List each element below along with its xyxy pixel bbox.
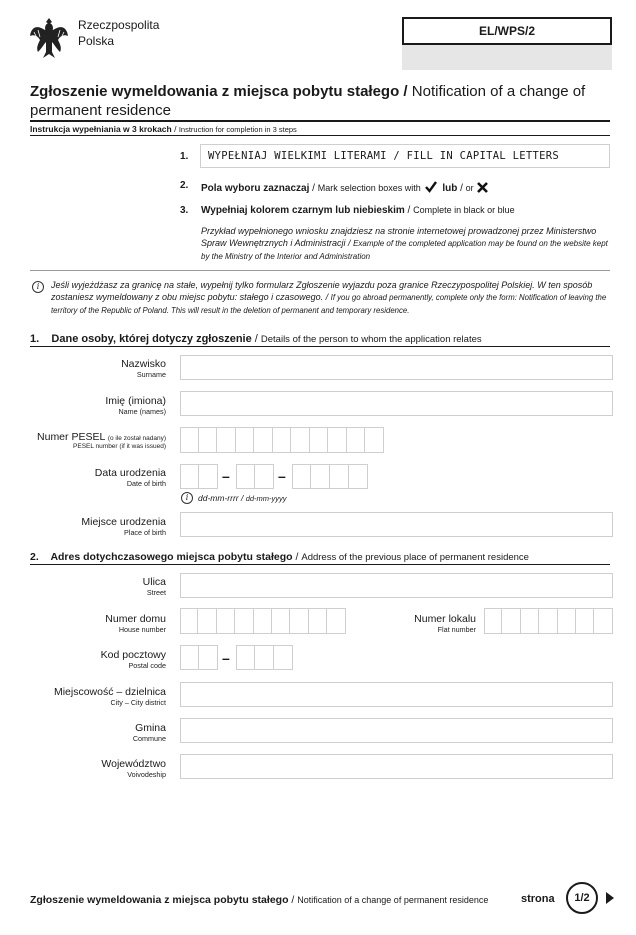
section1-header: 1. Dane osoby, której dotyczy zgłoszenie / Details of the person to whom the application relates	[30, 333, 482, 345]
page-title-en: Notification of a change of permanent residence	[30, 83, 586, 119]
form-code-box	[402, 17, 612, 45]
pob-field[interactable]	[180, 512, 613, 537]
postal-code-prefix-field[interactable]	[180, 645, 218, 670]
office-stamp-area	[402, 45, 612, 70]
postal-code-suffix-field[interactable]	[236, 645, 293, 670]
voivodeship-label: Województwo Voivodeship	[101, 758, 166, 779]
commune-field[interactable]	[180, 718, 613, 743]
dob-dash-2: –	[278, 468, 286, 484]
info-icon: i	[32, 281, 44, 293]
check-mark-icon	[424, 180, 440, 197]
house-label: Numer domu House number	[105, 613, 166, 634]
instructions-heading: Instrukcja wypełniania w 3 krokach / Instruction for completion in 3 steps	[30, 124, 297, 134]
postal-label: Kod pocztowy Postal code	[100, 649, 166, 670]
pesel-label: Numer PESEL (o ile został nadany) PESEL number (if it was issued)	[37, 431, 166, 450]
step2-text: Pola wyboru zaznaczaj / Mark selection boxes with lub / or	[201, 180, 490, 197]
form-code: EL/WPS/2	[478, 24, 535, 38]
dob-month-field[interactable]	[236, 464, 274, 489]
surname-field[interactable]	[180, 355, 613, 380]
section2-header: 2. Adres dotychczasowego miejsca pobytu stałego / Address of the previous place of permanent residence	[30, 551, 529, 563]
page-title: Zgłoszenie wymeldowania z miejsca pobytu stałego / Notification of a change of permanent residence	[30, 83, 586, 119]
country-line1: Rzeczpospolita	[78, 18, 160, 32]
step2-number: 2.	[180, 180, 189, 191]
names-label: Imię (imiona) Name (names)	[105, 395, 166, 416]
dob-label: Data urodzenia Date of birth	[94, 467, 166, 488]
surname-label: Nazwisko Surname	[121, 358, 166, 379]
step3-text: Wypełniaj kolorem czarnym lub niebieskim / Complete in black or blue	[201, 205, 515, 216]
commune-label: Gmina Commune	[132, 722, 166, 743]
page-word: strona	[521, 893, 555, 905]
postal-dash: –	[222, 650, 230, 666]
street-field[interactable]	[180, 573, 613, 598]
step1-text: WYPEŁNIAJ WIELKIMI LITERAMI / FILL IN CAPITAL LETTERS	[208, 150, 559, 162]
flat-label: Numer lokalu Flat number	[414, 613, 476, 634]
cross-mark-icon	[476, 181, 490, 197]
voivodeship-field[interactable]	[180, 754, 613, 779]
dob-year-field[interactable]	[292, 464, 368, 489]
page-indicator	[566, 882, 598, 914]
next-page-arrow-icon[interactable]	[605, 891, 615, 905]
step1-number: 1.	[180, 151, 189, 162]
flat-number-field[interactable]	[484, 608, 613, 634]
page-title-pl: Zgłoszenie wymeldowania z miejsca pobytu stałego	[30, 83, 400, 100]
dob-dash-1: –	[222, 468, 230, 484]
pob-label: Miejsce urodzenia Place of birth	[81, 516, 166, 537]
step3-number: 3.	[180, 205, 189, 216]
street-label: Ulica Street	[142, 576, 166, 597]
footer-title: Zgłoszenie wymeldowania z miejsca pobytu stałego / Notification of a change of permanent residence	[30, 894, 489, 906]
example-note: Przykład wypełnionego wniosku znajdziesz na stronie internetowej prowadzonej przez Ministerstwo Spraw Wewnętrznych i Administracji / Example of the completed application may be found on the website kept by the Ministry of the Interior and Administration	[201, 226, 608, 261]
country-line2: Polska	[78, 34, 115, 48]
dob-day-field[interactable]	[180, 464, 218, 489]
step1-example-field	[200, 144, 610, 168]
abroad-notice: Jeśli wyjeżdżasz za granicę na stałe, wypełnij tylko formularz Zgłoszenie wyjazdu poza granice Rzeczypospolitej Polskiej. W ten sposób zostaniesz wymeldowany z obu miejsc pobytu: stałego i czasowego. / If you go abroad permanently, complete only the form: Notification of leaving the territory of the Republic of Poland. This will result in the deletion of permanent and temporary residence.	[51, 280, 607, 315]
page-number: 1/2	[574, 892, 590, 904]
house-number-field[interactable]	[180, 608, 346, 634]
date-format-info-icon: i	[181, 492, 193, 504]
city-field[interactable]	[180, 682, 613, 707]
date-format-hint: dd-mm-rrrr / dd-mm-yyyy	[198, 493, 287, 503]
polish-eagle-emblem	[28, 14, 70, 60]
names-field[interactable]	[180, 391, 613, 416]
city-label: Miejscowość – dzielnica City – City district	[53, 686, 166, 707]
pesel-field[interactable]	[180, 427, 384, 453]
